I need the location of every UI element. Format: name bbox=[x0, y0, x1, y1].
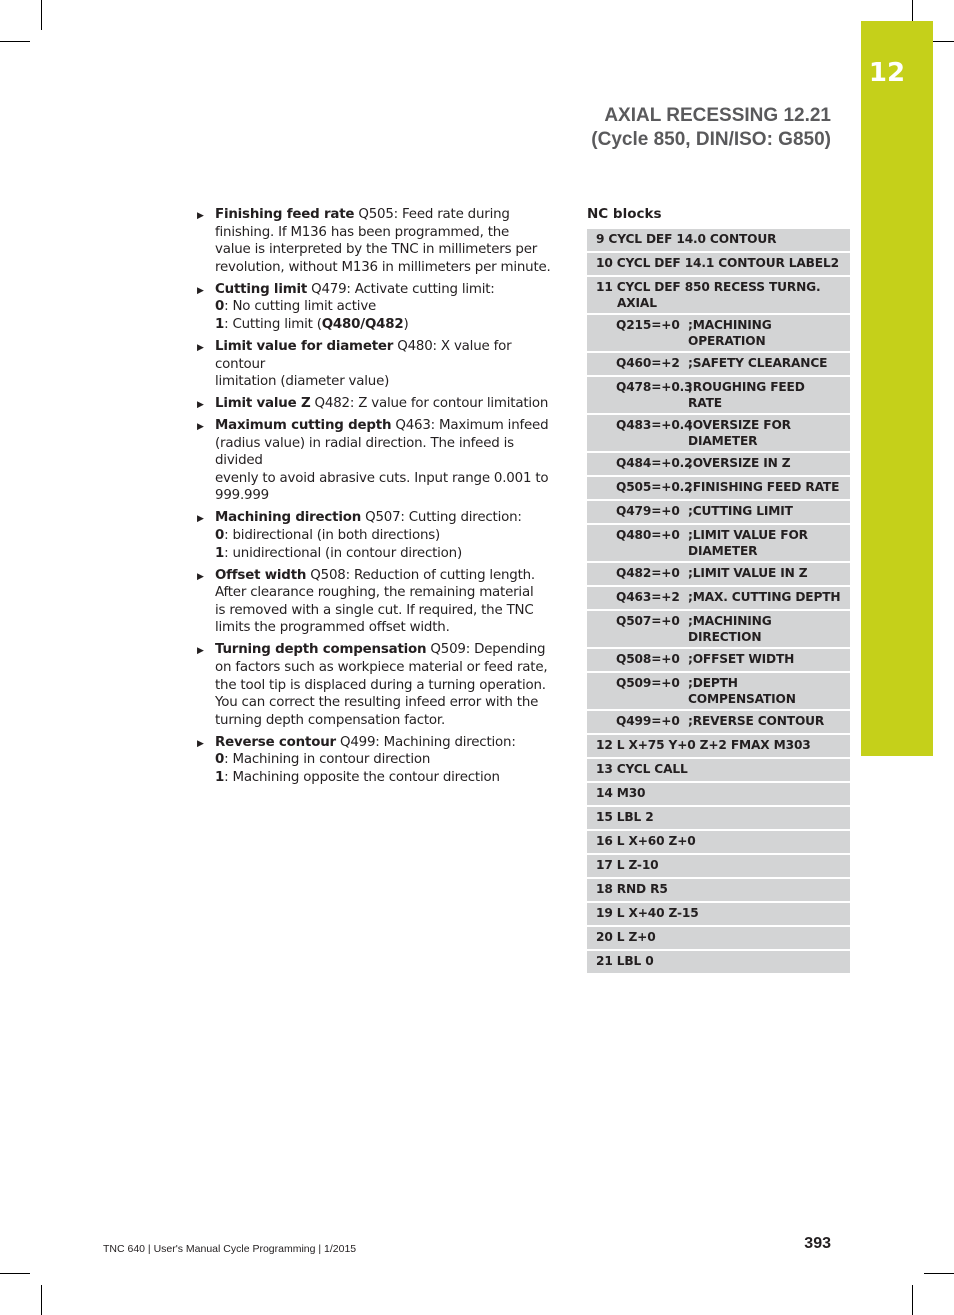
parameter-line: the tool tip is displaced during a turning operation. bbox=[215, 677, 546, 693]
page-number: 393 bbox=[804, 1235, 831, 1252]
option-key: 1 bbox=[215, 769, 225, 785]
parameter-line bbox=[215, 338, 562, 373]
nc-block-text: 14 M30 bbox=[596, 786, 646, 800]
parameter-name: Finishing feed rate bbox=[215, 207, 355, 222]
nc-block-row bbox=[587, 525, 850, 563]
nc-param-value: Q480=+0 bbox=[616, 528, 680, 542]
parameter-line: 999.999 bbox=[215, 488, 269, 504]
bullet-icon: ▶ bbox=[197, 422, 204, 433]
parameter-option bbox=[215, 316, 562, 334]
nc-param-comment: ;SAFETY CLEARANCE bbox=[688, 356, 828, 370]
parameter-text: Q463: Maximum infeed bbox=[391, 418, 549, 434]
nc-param-comment: ;LIMIT VALUE FOR DIAMETER bbox=[688, 528, 808, 558]
nc-block-text: 21 LBL 0 bbox=[596, 954, 654, 968]
parameter-line: finishing. If M136 has been programmed, the bbox=[215, 224, 510, 240]
nc-param-value: Q483=+0.4 bbox=[616, 418, 693, 432]
chapter-number: 12 bbox=[868, 58, 906, 88]
parameter-line: After clearance roughing, the remaining material bbox=[215, 585, 534, 601]
parameter-option bbox=[215, 298, 562, 316]
option-key: 0 bbox=[215, 299, 225, 315]
option-key: 0 bbox=[215, 752, 225, 768]
nc-param-value: Q507=+0 bbox=[616, 614, 680, 628]
nc-block-text: 20 L Z+0 bbox=[596, 930, 656, 944]
parameter-line: You can correct the resulting infeed error with the bbox=[215, 695, 539, 711]
parameter-text: Q499: Machining direction: bbox=[335, 734, 516, 750]
nc-block-row bbox=[587, 477, 850, 501]
crop-mark bbox=[41, 1285, 42, 1315]
parameter-name: Reverse contour bbox=[215, 734, 336, 750]
nc-param-value: Q499=+0 bbox=[616, 714, 680, 728]
parameter-item bbox=[194, 281, 562, 334]
parameter-line: limits the programmed offset width. bbox=[215, 620, 450, 636]
parameter-item bbox=[194, 509, 562, 562]
nc-block-row bbox=[587, 415, 850, 453]
nc-param-comment: ;ROUGHING FEED RATE bbox=[688, 380, 805, 410]
parameter-line bbox=[215, 417, 562, 435]
nc-param-comment: ;OFFSET WIDTH bbox=[688, 652, 795, 666]
parameter-line: is removed with a single cut. If required, the TNC bbox=[215, 602, 534, 618]
bullet-icon: ▶ bbox=[197, 285, 204, 296]
nc-block-text: 18 RND R5 bbox=[596, 882, 668, 896]
option-text: : Cutting limit ( bbox=[224, 316, 322, 332]
parameter-name: Offset width bbox=[215, 567, 307, 583]
nc-blocks-table bbox=[587, 229, 850, 975]
nc-param-value: Q484=+0.2 bbox=[616, 456, 693, 470]
nc-block-text: 10 CYCL DEF 14.1 CONTOUR LABEL2 bbox=[596, 256, 839, 270]
nc-block-row bbox=[587, 951, 850, 975]
heading-line-2: (Cycle 850, DIN/ISO: G850) bbox=[591, 129, 831, 150]
nc-param-value: Q509=+0 bbox=[616, 676, 680, 690]
parameter-item bbox=[194, 338, 562, 391]
nc-block-subtext: AXIAL bbox=[617, 296, 657, 310]
nc-param-value: Q482=+0 bbox=[616, 566, 680, 580]
nc-block-row bbox=[587, 253, 850, 277]
nc-block-row bbox=[587, 807, 850, 831]
bullet-icon: ▶ bbox=[197, 514, 204, 525]
nc-block-row bbox=[587, 277, 850, 315]
parameter-name: Turning depth compensation bbox=[215, 642, 427, 658]
nc-block-row bbox=[587, 611, 850, 649]
parameter-text: Q505: Feed rate during bbox=[354, 207, 510, 222]
parameter-line: (radius value) in radial direction. The infeed is divided bbox=[215, 435, 514, 469]
nc-param-value: Q215=+0 bbox=[616, 318, 680, 332]
heading-line-1: AXIAL RECESSING 12.21 bbox=[604, 105, 831, 126]
parameter-name: Maximum cutting depth bbox=[215, 418, 392, 434]
nc-block-row bbox=[587, 759, 850, 783]
nc-block-row bbox=[587, 649, 850, 673]
nc-block-row bbox=[587, 673, 850, 711]
nc-param-comment: ;DEPTH COMPENSATION bbox=[688, 676, 796, 706]
option-key: 1 bbox=[215, 545, 225, 561]
page-heading bbox=[591, 104, 831, 152]
parameter-line bbox=[215, 395, 562, 413]
parameter-name: Limit value Z bbox=[215, 396, 311, 412]
parameter-line: value is interpreted by the TNC in millimeters per bbox=[215, 242, 538, 258]
chapter-tab bbox=[861, 21, 933, 756]
nc-block-row bbox=[587, 783, 850, 807]
nc-param-comment: ;MACHINING DIRECTION bbox=[688, 614, 772, 644]
option-text: : Machining in contour direction bbox=[224, 752, 431, 768]
parameter-text: Q508: Reduction of cutting length. bbox=[306, 567, 535, 583]
nc-block-row bbox=[587, 453, 850, 477]
nc-block-row bbox=[587, 315, 850, 353]
parameter-line: limitation (diameter value) bbox=[215, 374, 390, 390]
parameter-line bbox=[215, 509, 562, 527]
option-text: : unidirectional (in contour direction) bbox=[224, 545, 462, 561]
nc-block-row bbox=[587, 879, 850, 903]
parameter-item bbox=[194, 734, 562, 787]
nc-block-row bbox=[587, 927, 850, 951]
parameter-item bbox=[194, 567, 562, 637]
parameter-name: Cutting limit bbox=[215, 281, 308, 297]
nc-param-value: Q460=+2 bbox=[616, 356, 680, 370]
nc-block-text: 11 CYCL DEF 850 RECESS TURNG. bbox=[596, 280, 821, 294]
bullet-icon: ▶ bbox=[197, 342, 204, 353]
parameter-line bbox=[215, 206, 562, 224]
nc-param-value: Q479=+0 bbox=[616, 504, 680, 518]
nc-param-comment: ;OVERSIZE FOR DIAMETER bbox=[688, 418, 791, 448]
nc-block-text: 13 CYCL CALL bbox=[596, 762, 688, 776]
parameter-line: revolution, without M136 in millimeters per minute. bbox=[215, 259, 551, 275]
parameter-line: evenly to avoid abrasive cuts. Input range 0.001 to bbox=[215, 470, 549, 486]
bullet-icon: ▶ bbox=[197, 738, 204, 749]
parameter-item bbox=[194, 206, 562, 276]
crop-mark bbox=[0, 41, 30, 42]
nc-param-comment: ;MACHINING OPERATION bbox=[688, 318, 772, 348]
parameter-line bbox=[215, 567, 562, 585]
nc-block-text: 15 LBL 2 bbox=[596, 810, 654, 824]
parameter-line bbox=[215, 734, 562, 752]
parameter-option bbox=[215, 545, 562, 563]
nc-block-row bbox=[587, 377, 850, 415]
nc-param-value: Q508=+0 bbox=[616, 652, 680, 666]
nc-param-comment: ;CUTTING LIMIT bbox=[688, 504, 793, 518]
nc-block-text: 17 L Z-10 bbox=[596, 858, 659, 872]
crop-mark bbox=[0, 1273, 30, 1274]
option-params: Q480/Q482 bbox=[321, 316, 404, 332]
parameter-name: Limit value for diameter bbox=[215, 338, 394, 354]
nc-block-row bbox=[587, 903, 850, 927]
parameter-list bbox=[194, 206, 562, 791]
parameter-item bbox=[194, 395, 562, 413]
nc-param-value: Q478=+0.3 bbox=[616, 380, 693, 394]
nc-block-row bbox=[587, 735, 850, 759]
nc-block-row bbox=[587, 711, 850, 735]
option-text: : Machining opposite the contour direction bbox=[224, 769, 500, 785]
parameter-line bbox=[215, 281, 562, 299]
nc-block-row bbox=[587, 855, 850, 879]
option-key: 0 bbox=[215, 528, 225, 544]
nc-block-row bbox=[587, 563, 850, 587]
parameter-line: on factors such as workpiece material or feed rate, bbox=[215, 659, 548, 675]
nc-param-comment: ;REVERSE CONTOUR bbox=[688, 714, 825, 728]
bullet-icon: ▶ bbox=[197, 571, 204, 582]
parameter-text: Q480: X value for contour bbox=[215, 338, 512, 372]
option-text: : No cutting limit active bbox=[224, 299, 377, 315]
parameter-option bbox=[215, 527, 562, 545]
parameter-line: turning depth compensation factor. bbox=[215, 712, 446, 728]
parameter-text: Q482: Z value for contour limitation bbox=[310, 396, 549, 412]
nc-block-text: 9 CYCL DEF 14.0 CONTOUR bbox=[596, 232, 777, 246]
parameter-item bbox=[194, 641, 562, 729]
nc-param-value: Q463=+2 bbox=[616, 590, 680, 604]
parameter-item bbox=[194, 417, 562, 505]
parameter-text: Q509: Depending bbox=[426, 642, 546, 658]
nc-param-value: Q505=+0.2 bbox=[616, 480, 693, 494]
nc-param-comment: ;FINISHING FEED RATE bbox=[688, 480, 840, 494]
nc-param-comment: ;LIMIT VALUE IN Z bbox=[688, 566, 808, 580]
nc-param-comment: ;OVERSIZE IN Z bbox=[688, 456, 791, 470]
crop-mark bbox=[912, 1285, 913, 1315]
nc-block-row bbox=[587, 501, 850, 525]
bullet-icon: ▶ bbox=[197, 646, 204, 657]
footer-text: TNC 640 | User's Manual Cycle Programming | 1/2015 bbox=[103, 1243, 357, 1255]
parameter-name: Machining direction bbox=[215, 510, 362, 526]
nc-block-text: 19 L X+40 Z-15 bbox=[596, 906, 699, 920]
nc-block-row bbox=[587, 831, 850, 855]
option-close: ) bbox=[403, 316, 409, 332]
nc-blocks-title: NC blocks bbox=[587, 206, 662, 222]
crop-mark bbox=[924, 1273, 954, 1274]
crop-mark bbox=[41, 0, 42, 30]
parameter-option bbox=[215, 751, 562, 769]
option-text: : bidirectional (in both directions) bbox=[224, 528, 441, 544]
nc-block-text: 12 L X+75 Y+0 Z+2 FMAX M303 bbox=[596, 738, 811, 752]
bullet-icon: ▶ bbox=[197, 400, 204, 411]
option-key: 1 bbox=[215, 316, 225, 332]
parameter-text: Q479: Activate cutting limit: bbox=[307, 281, 495, 297]
parameter-line bbox=[215, 641, 562, 659]
nc-block-row bbox=[587, 587, 850, 611]
parameter-text: Q507: Cutting direction: bbox=[361, 510, 522, 526]
nc-param-comment: ;MAX. CUTTING DEPTH bbox=[688, 590, 841, 604]
nc-block-row bbox=[587, 353, 850, 377]
nc-block-text: 16 L X+60 Z+0 bbox=[596, 834, 696, 848]
parameter-option bbox=[215, 769, 562, 787]
bullet-icon: ▶ bbox=[197, 211, 204, 221]
nc-block-row bbox=[587, 229, 850, 253]
